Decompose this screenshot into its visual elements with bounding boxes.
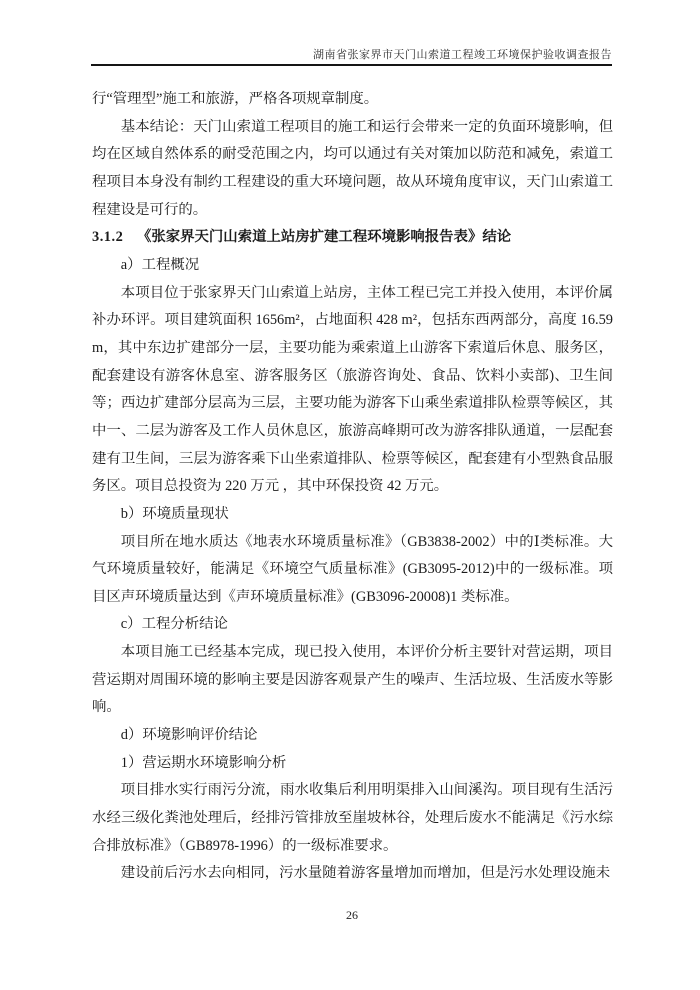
subsection-d-heading: d）环境影响评价结论 [120,727,258,744]
subsection-b-heading: b）环境质量现状 [120,505,229,522]
section-number: 3.1.2 [92,229,124,246]
subsection-a-heading: a）工程概况 [120,256,200,273]
paragraph-basic-conclusion: 基本结论：天门山索道工程项目的施工和运行会带来一定的负面环境影响，但均在区域自然体系的耐受范围之内，均可以通过有关对策加以防范和减免，索道工程项目本身没有制约工程建设的重大环境问题，故从环境角度审议，天门山索道工程建设是可行的。 [92,118,613,218]
header-rule-divider [91,64,612,66]
subsection-c-heading: c）工程分析结论 [120,616,228,633]
subsection-1-heading: 1）营运期水环境影响分析 [120,754,287,771]
paragraph-environment-quality: 项目所在地水质达《地表水环境质量标准》（GB3838-2002）中的Ⅰ类标准。大气环境质量较好，能满足《环境空气质量标准》(GB3095-2012)中的一级标准。项目区声环境质量达到《声环境质量标准》(GB3096-20008)1 类标准。 [92,533,613,605]
paragraph-project-overview: 本项目位于张家界天门山索道上站房，主体工程已完工并投入使用，本评价属补办环评。项目建筑面积 1656m²，占地面积 428 m²，包括东西两部分，高度 16.59 m，其中东边扩建部分一层，主要功能为乘索道上山游客下索道后休息、服务区，配套建设有游客休息室、游客服务区（旅游咨询处、食品、饮料小卖部)、卫生间等；西边扩建部分层高为三层，主要功能为游客下山乘坐索道排队检票等候区，其中一、二层为游客及工作人员休息区，旅游高峰期可改为游客排队通道，一层配套建有卫生间，三层为游客乘下山坐索道排队、检票等候区，配套建有小型熟食品服务区。项目总投资为 220 万元 ，其中环保投资 42 万元。 [92,284,613,495]
paragraph-sewage-trend: 建设前后污水去向相同，污水量随着游客量增加而增加，但是污水处理设施未 [120,865,611,882]
section-title: 《张家界天门山索道上站房扩建工程环境影响报告表》结论 [136,229,512,246]
running-header: 湖南省张家界市天门山索道工程竣工环境保护验收调查报告 [313,49,612,61]
paragraph-engineering-analysis: 本项目施工已经基本完成，现已投入使用，本评价分析主要针对营运期，项目营运期对周围环境的影响主要是因游客观景产生的噪声、生活垃圾、生活废水等影响。 [92,644,613,716]
page-number: 26 [346,908,358,922]
section-heading-3-1-2 [92,224,613,252]
paragraph-continuation: 行“管理型”施工和旅游，严格各项规章制度。 [92,91,379,107]
document-body [92,86,613,888]
paragraph-water-impact: 项目排水实行雨污分流，雨水收集后利用明渠排入山间溪沟。项目现有生活污水经三级化粪池处理后，经排污管排放至崖坡林谷，处理后废水不能满足《污水综合排放标准》（GB8978-1996）的一级标准要求。 [92,782,613,854]
